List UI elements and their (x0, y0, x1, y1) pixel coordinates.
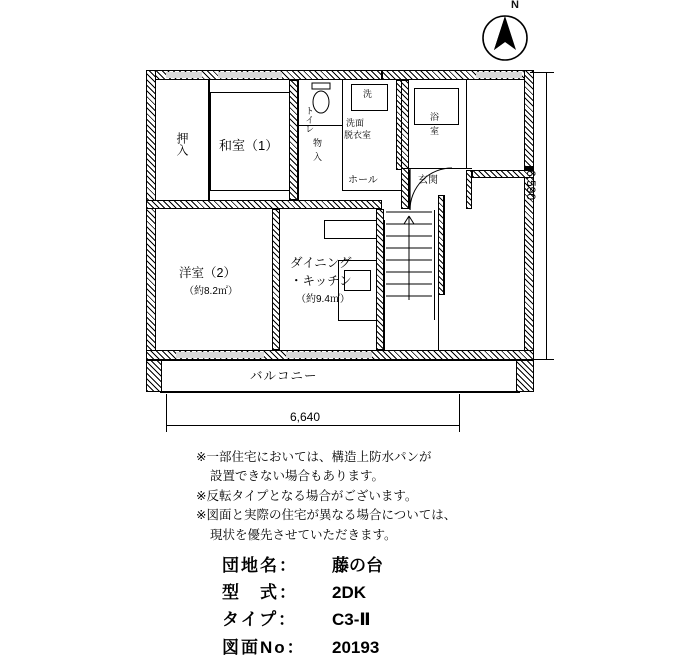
line-laundry-top (351, 84, 387, 85)
window-oshiire (166, 72, 202, 78)
room-label-genkan: 玄関 (418, 175, 438, 186)
info-value-danchi: 藤の台 (332, 556, 383, 575)
line-hall-top (342, 190, 402, 191)
property-info (222, 552, 642, 661)
dimension-width-label: 6,640 (290, 410, 321, 424)
line-bath-right (466, 80, 467, 168)
room-label-hall: ホール (348, 175, 378, 186)
info-value-type: 2DK (332, 583, 367, 603)
room-label-oshiire: 押入 (175, 132, 189, 156)
info-value-taipu: C3-Ⅱ (332, 610, 371, 630)
line-laundry-bottom (351, 110, 388, 111)
line-toilet-left (298, 80, 299, 200)
room-label-bath-2: 室 (430, 126, 440, 136)
stairs-icon (384, 200, 442, 330)
note-line-3: ※反転タイプとなる場合がございます。 (196, 488, 418, 503)
line-washitsu-top (210, 92, 290, 93)
wall-vert-washitsu-right (289, 80, 298, 200)
room-label-balcony: バルコニー (250, 369, 318, 383)
room-label-laundry: 洗 (363, 89, 373, 99)
info-row-type (222, 579, 642, 606)
info-key-taipu: タイプ： (222, 610, 298, 630)
note-line-4: ※図面と実際の住宅が異なる場合については、 (196, 508, 457, 523)
info-row-zumen-no (222, 634, 642, 661)
note-line-5: 現状を優先させていただきます。 (210, 527, 397, 542)
compass-north-label: N (511, 0, 519, 11)
window-washitsu (218, 72, 282, 78)
room-label-dk-1: ダイニング (290, 256, 352, 270)
line-sink-basin-bottom (344, 290, 371, 291)
line-washitsu-bottom (210, 190, 290, 191)
wall-right (524, 70, 534, 360)
info-row-danchi (222, 552, 642, 579)
room-label-dakuishitsu: 脱衣室 (344, 130, 372, 140)
line-kitchen-counter-top (324, 220, 376, 221)
line-storage-left (342, 130, 343, 190)
room-label-storage-2: 入 (313, 152, 323, 162)
info-key-danchi: 団地名： (222, 556, 298, 575)
line-kitchen-counter-left (324, 220, 325, 238)
line-kitchen-counter-bottom (324, 238, 376, 239)
room-label-toilet: トイレ (304, 106, 315, 133)
room-label-dk-2: ・キッチン (290, 274, 352, 288)
wall-balcony-right-hatch (516, 360, 534, 392)
line-tub-top (414, 88, 458, 89)
note-line-2: 設置できない場合もあります。 (210, 469, 385, 484)
line-washitsu-left (210, 92, 211, 190)
compass (470, 0, 540, 70)
info-value-zumen-no: 20193 (332, 637, 380, 657)
line-laundry-left (351, 84, 352, 110)
room-label-yoshitsu: 洋室（2） (179, 266, 236, 280)
line-tub-bottom (414, 124, 459, 125)
wall-vert-dk-entry (376, 209, 384, 350)
window-yoshitsu (176, 352, 264, 358)
line-sink-bottom (338, 320, 376, 321)
compass-icon (470, 0, 540, 70)
wall-vert-yoshitsu-dk (272, 209, 280, 350)
note-line-1: ※一部住宅においては、構造上防水パンが (196, 450, 432, 464)
wall-mid-horizontal (146, 200, 382, 209)
info-key-zumen-no: 図面No： (222, 637, 306, 657)
info-key-type: 型 式： (222, 583, 298, 603)
floor-plan (146, 70, 536, 383)
wall-bath-left (396, 80, 402, 170)
room-label-storage-1: 物 (313, 138, 323, 148)
line-balcony-top (160, 360, 516, 361)
window-bath (476, 72, 522, 78)
dimension-height-label: 6,590 (524, 170, 538, 201)
room-label-yoshitsu-area: （約8.2㎡） (184, 286, 238, 297)
room-label-washitsu: 和室（1） (219, 138, 279, 153)
line-tub-right (458, 88, 459, 124)
window-dk (286, 352, 372, 358)
room-label-senmen: 洗面 (346, 118, 365, 128)
notes (196, 448, 666, 545)
room-label-bath-1: 浴 (430, 112, 440, 122)
line-sink-basin-right (370, 270, 371, 290)
wall-left (146, 70, 156, 370)
room-label-dk-area: （約9.4㎡） (296, 294, 350, 305)
line-tub-left (414, 88, 415, 124)
line-laundry-right (387, 84, 388, 110)
line-stair-edge (444, 195, 445, 295)
wall-balcony-left-hatch (146, 360, 162, 392)
line-balcony-bottom (160, 391, 520, 393)
info-row-taipu (222, 606, 642, 633)
